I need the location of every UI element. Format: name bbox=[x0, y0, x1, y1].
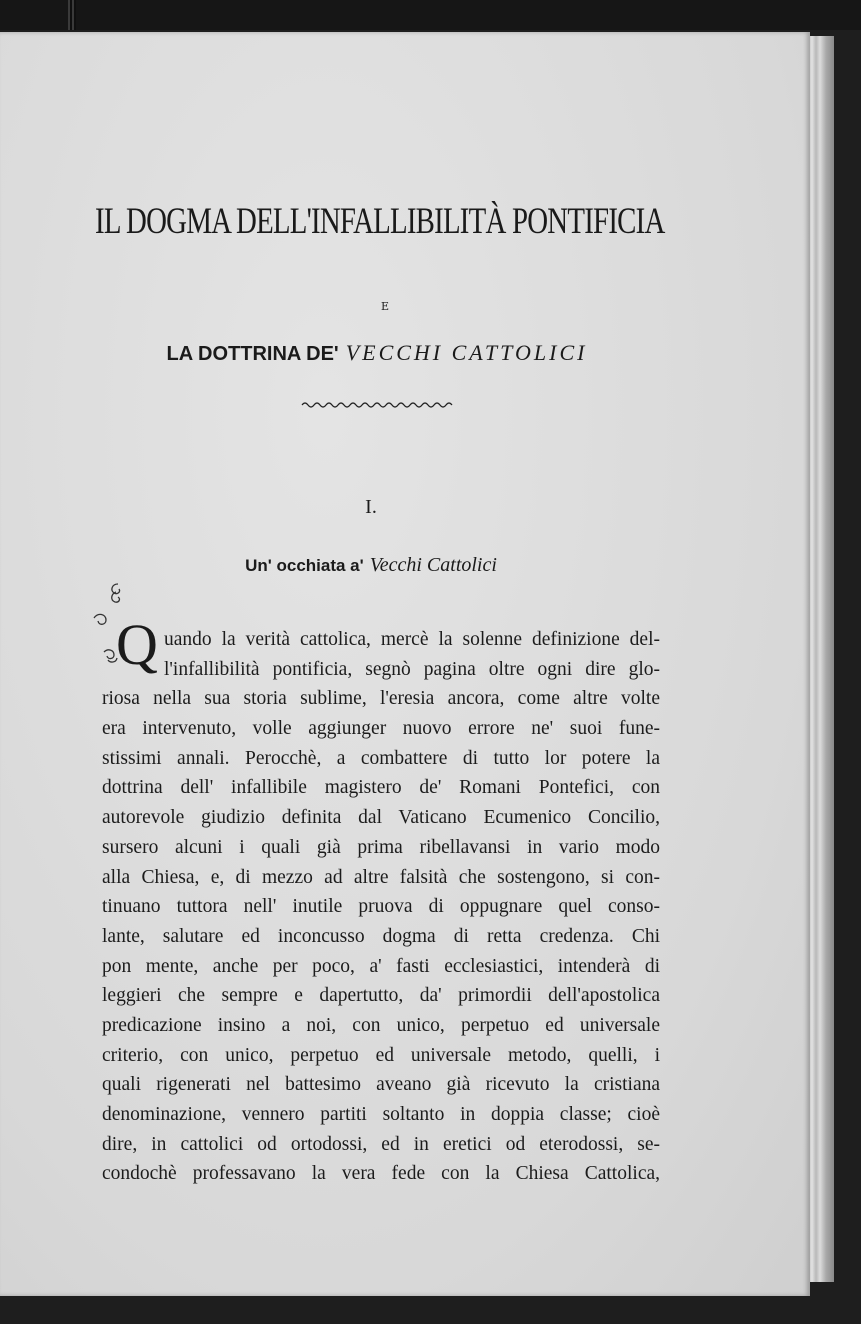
text-line: dire, in cattolici od ortodossi, ed in eretici od eterodossi, se- bbox=[102, 1133, 660, 1155]
scan-top-border bbox=[0, 0, 861, 30]
section-number: I. bbox=[365, 496, 377, 518]
text-line: criterio, con unico, perpetuo ed universale metodo, quelli, i bbox=[102, 1044, 660, 1066]
text-line: sursero alcuni i quali già prima ribellavansi in vario modo bbox=[102, 836, 660, 858]
binding-mark bbox=[68, 0, 76, 30]
body-paragraph bbox=[102, 625, 660, 1189]
text-line: alla Chiesa, e, di mezzo ad altre falsità che sostengono, si con- bbox=[102, 866, 660, 888]
drop-cap-letter: Q bbox=[116, 612, 158, 677]
text-line: condochè professavano la vera fede con la Chiesa Cattolica, bbox=[102, 1163, 660, 1185]
section-heading bbox=[0, 554, 776, 577]
page-title: IL DOGMA DELL'INFALLIBILITÀ PONTIFICIA bbox=[95, 201, 665, 242]
text-line: l'infallibilità pontificia, segnò pagina oltre ogni dire glo- bbox=[164, 658, 660, 680]
page-edge-stack bbox=[808, 36, 834, 1282]
text-line: stissimi annali. Perocchè, a combattere di tutto lor potere la bbox=[102, 747, 660, 769]
text-line: leggieri che sempre e dapertutto, da' primordii dell'apostolica bbox=[102, 985, 660, 1007]
page-subtitle bbox=[0, 340, 782, 366]
text-line: pon mente, anche per poco, a' fasti ecclesiastici, intenderà di bbox=[102, 955, 660, 977]
text-line: autorevole giudizio definita dal Vaticano Ecumenico Concilio, bbox=[102, 807, 660, 829]
text-line: era intervenuto, volle aggiunger nuovo errore ne' suoi fune- bbox=[102, 718, 660, 740]
book-page bbox=[0, 32, 810, 1296]
section-title-plain: Un' occhiata a' bbox=[245, 556, 364, 575]
section-title-italic: Vecchi Cattolici bbox=[369, 554, 497, 576]
ornamental-rule bbox=[300, 400, 458, 410]
text-line: dottrina dell' infallibile magistero de' Romani Pontefici, con bbox=[102, 777, 660, 799]
subtitle-italic: VECCHI CATTOLICI bbox=[345, 340, 588, 365]
title-conjunction: E bbox=[380, 300, 390, 313]
text-line: tinuano tuttora nell' inutile pruova di oppugnare quel conso- bbox=[102, 896, 660, 918]
text-line: riosa nella sua storia sublime, l'eresia ancora, come altre volte bbox=[102, 688, 660, 710]
text-line: lante, salutare ed inconcusso dogma di retta credenza. Chi bbox=[102, 925, 660, 947]
text-line: denominazione, vennero partiti soltanto in doppia classe; cioè bbox=[102, 1104, 660, 1125]
text-line: quali rigenerati nel battesimo aveano già ricevuto la cristiana bbox=[102, 1074, 660, 1096]
subtitle-plain: LA DOTTRINA DE' bbox=[166, 343, 339, 365]
text-line: predicazione insino a noi, con unico, perpetuo ed universale bbox=[102, 1014, 660, 1036]
text-line: uando la verità cattolica, mercè la solenne definizione del- bbox=[164, 629, 660, 650]
